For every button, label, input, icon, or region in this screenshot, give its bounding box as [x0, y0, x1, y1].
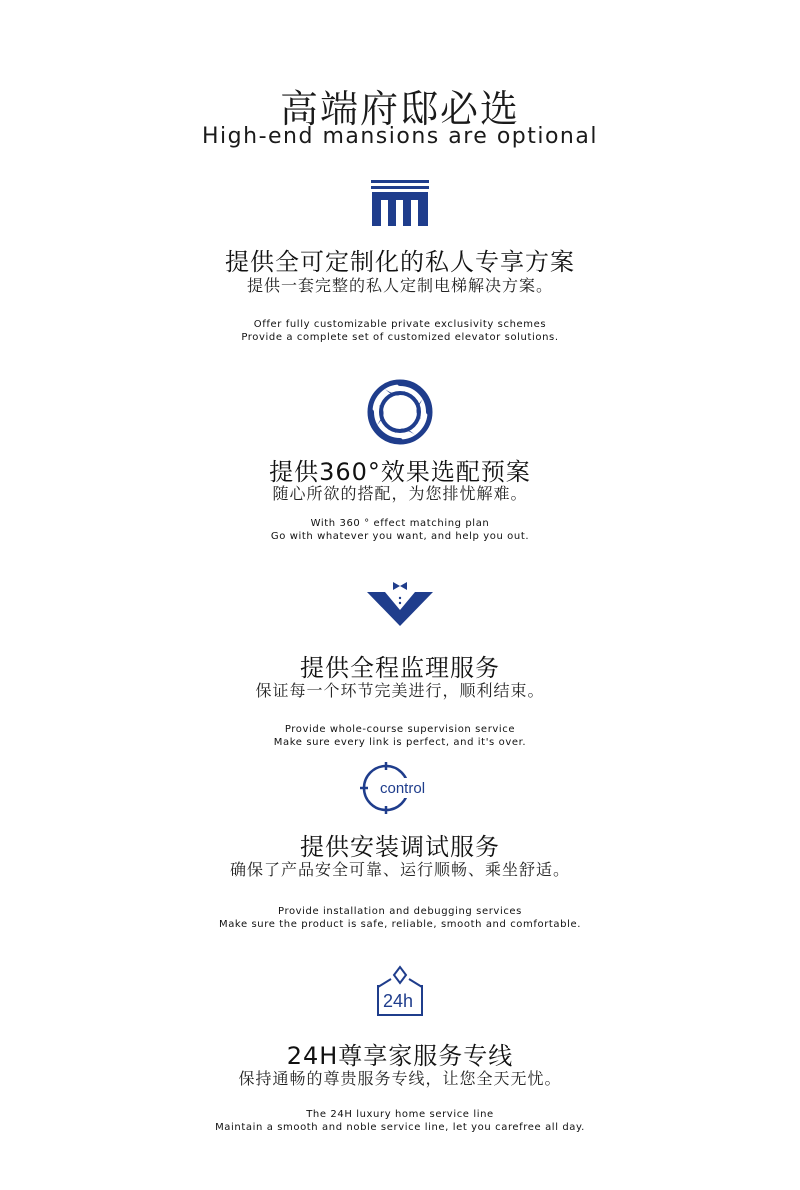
columns-icon — [340, 180, 460, 226]
feature-5-desc: 保持通畅的尊贵服务专线，让您全天无忧。 — [238, 1069, 562, 1088]
feature-1-en-line2: Provide a complete set of customized elevator solutions. — [241, 332, 559, 343]
control-logo-icon — [340, 762, 460, 814]
feature-2-en-line1: With 360 ° effect matching plan — [310, 518, 490, 529]
24h-house-icon — [340, 963, 460, 1019]
feature-3-title: 提供全程监理服务 — [300, 654, 500, 682]
header-title: 高端府邸必选 — [279, 87, 520, 131]
feature-1-desc: 提供一套完整的私人定制电梯解决方案。 — [246, 276, 553, 295]
feature-4-en-line1: Provide installation and debugging services — [278, 906, 522, 917]
feature-5-en-line2: Maintain a smooth and noble service line, let you carefree all day. — [215, 1122, 585, 1133]
feature-4-en-line2: Make sure the product is safe, reliable, smooth and comfortable. — [218, 919, 582, 930]
feature-1-title: 提供全可定制化的私人专享方案 — [225, 248, 575, 276]
feature-2-en-line2: Go with whatever you want, and help you out. — [270, 531, 530, 542]
bowtie-v-icon — [340, 578, 460, 628]
swirl-circle-icon — [340, 377, 460, 447]
feature-2-title: 提供360°效果选配预案 — [269, 458, 531, 486]
feature-1-en-line1: Offer fully customizable private exclusivity schemes — [253, 319, 547, 330]
control-logo-text: control — [380, 780, 426, 797]
header-subtitle: High-end mansions are optional — [202, 124, 598, 149]
feature-4-title: 提供安装调试服务 — [300, 833, 500, 861]
feature-3-en-line2: Make sure every link is perfect, and it's over. — [273, 737, 527, 748]
24h-icon-text: 24h — [383, 991, 414, 1011]
feature-5-en-line1: The 24H luxury home service line — [306, 1109, 494, 1120]
feature-4-desc: 确保了产品安全可靠、运行顺畅、乘坐舒适。 — [229, 860, 570, 879]
feature-3-desc: 保证每一个环节完美进行，顺利结束。 — [255, 681, 545, 700]
feature-2-desc: 随心所欲的搭配，为您排忧解难。 — [272, 484, 528, 503]
feature-5-title: 24H尊享家服务专线 — [286, 1042, 514, 1070]
feature-3-en-line1: Provide whole-course supervision service — [284, 724, 516, 735]
